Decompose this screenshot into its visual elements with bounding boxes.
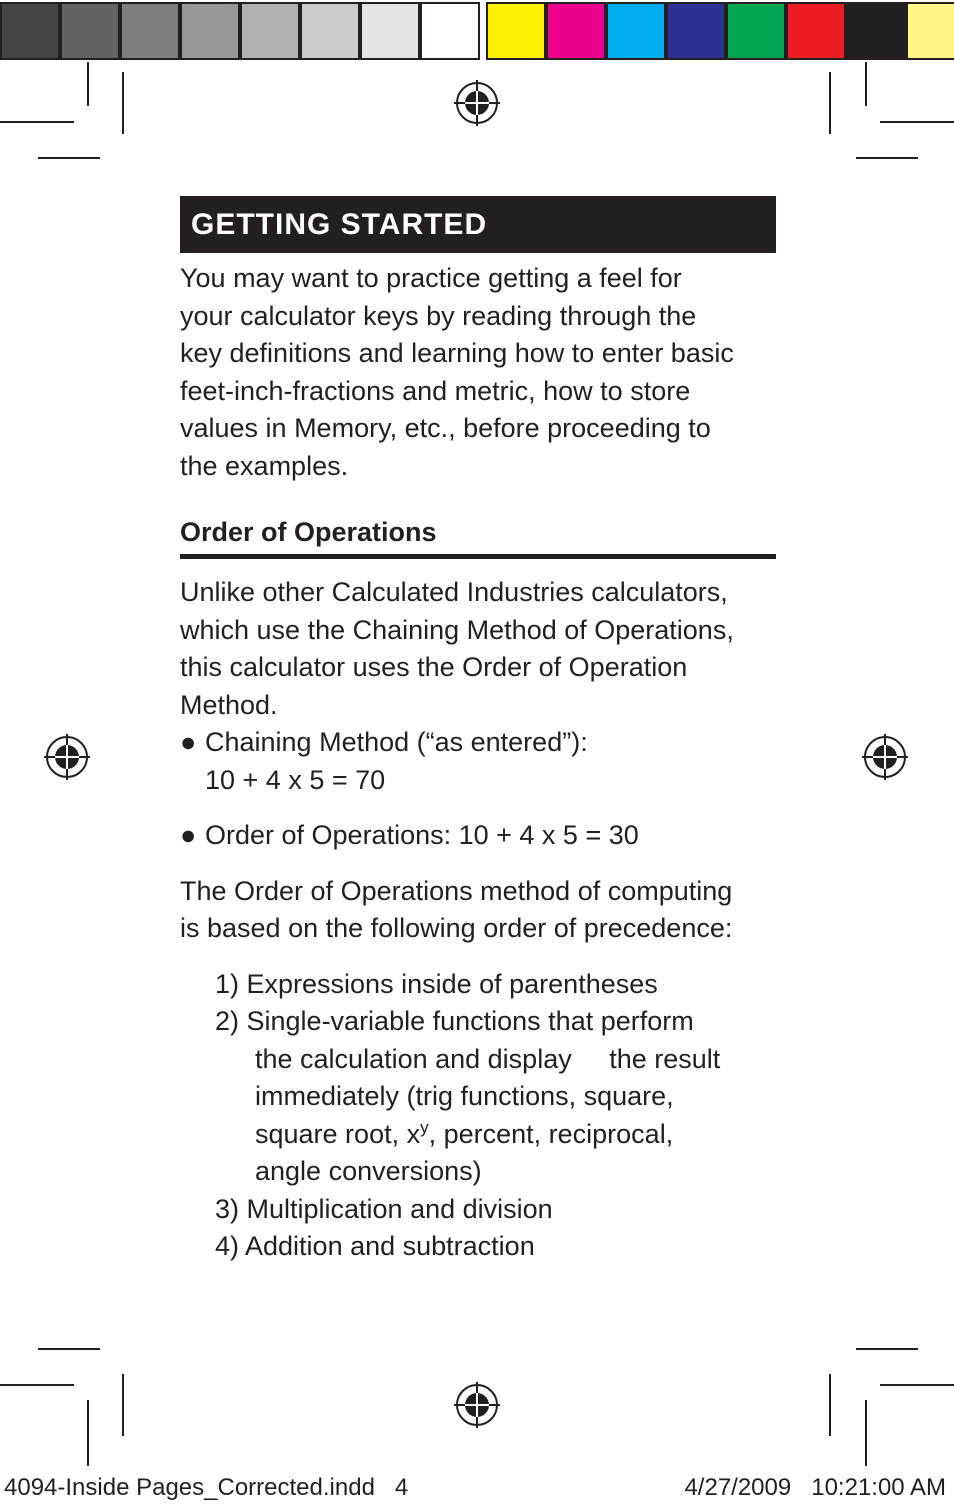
crop-mark	[122, 1374, 124, 1436]
bullet-item	[180, 724, 776, 799]
list-item-text	[215, 1116, 776, 1154]
crop-mark	[865, 1400, 867, 1466]
color-swatch	[606, 2, 666, 60]
color-swatch	[546, 2, 606, 60]
list-item-text: angle conversions)	[255, 1156, 482, 1186]
bullet-text: Chaining Method (“as entered”):	[205, 727, 588, 757]
list-item: 4) Addition and subtraction	[215, 1231, 535, 1261]
registration-mark-icon	[44, 734, 90, 780]
file-name: 4094-Inside Pages_Corrected.indd 4	[4, 1474, 409, 1501]
registration-mark-icon	[862, 734, 908, 780]
registration-mark-icon	[454, 1382, 500, 1428]
color-swatch	[666, 2, 726, 60]
crop-mark	[880, 1384, 954, 1386]
list-item: 3) Multiplication and division	[215, 1193, 553, 1224]
text-line: is based on the following order of precedence:	[180, 913, 733, 943]
crop-mark	[0, 1384, 74, 1386]
crop-mark	[0, 121, 74, 123]
crop-mark	[856, 1348, 918, 1350]
text-fragment: , percent, reciprocal,	[428, 1118, 674, 1149]
crop-mark	[829, 1374, 831, 1436]
intro-paragraph	[180, 260, 776, 485]
crop-mark	[880, 121, 954, 123]
crop-mark	[865, 62, 867, 106]
bullet-text: 10 + 4 x 5 = 70	[205, 764, 386, 795]
text-line: You may want to practice getting a feel for	[180, 263, 682, 293]
list-item	[215, 1003, 776, 1191]
color-swatch	[486, 2, 546, 60]
text-line: Unlike other Calculated Industries calculators,	[180, 577, 728, 607]
list-item-text: the calculation and display the result	[255, 1043, 721, 1074]
gray-swatch-bar	[0, 2, 480, 60]
bullet-icon: ●	[180, 820, 197, 850]
color-swatch	[786, 2, 846, 60]
crop-mark	[829, 72, 831, 134]
text-line: feet-inch-fractions and metric, how to store	[180, 375, 691, 406]
list-item-text: 2) Single-variable functions that perform	[215, 1006, 694, 1036]
text-line: your calculator keys by reading through the	[180, 300, 697, 331]
bullet-icon: ●	[180, 727, 197, 757]
color-swatch	[180, 2, 240, 60]
bullet-item	[180, 817, 776, 855]
crop-mark	[87, 62, 89, 106]
text-fragment: square root, x	[255, 1118, 421, 1149]
color-swatch	[726, 2, 786, 60]
text-line: this calculator uses the Order of Operation	[180, 652, 688, 682]
crop-mark	[122, 72, 124, 134]
crop-mark	[87, 1400, 89, 1466]
text-line: key definitions and learning how to enter basic	[180, 338, 734, 368]
text-line: the examples.	[180, 450, 349, 481]
list-item-text: immediately (trig functions, square,	[255, 1081, 674, 1111]
subsection-heading: Order of Operations	[180, 512, 776, 559]
precedence-intro	[180, 873, 776, 948]
precedence-list	[215, 966, 776, 1266]
registration-mark-icon	[454, 80, 500, 126]
superscript: y	[420, 1117, 429, 1137]
color-swatch	[360, 2, 420, 60]
color-swatch	[0, 2, 60, 60]
color-swatch	[906, 2, 954, 60]
order-of-operations-paragraph	[180, 574, 776, 724]
text-line: The Order of Operations method of computing	[180, 875, 733, 906]
text-line: which use the Chaining Method of Operations,	[180, 614, 734, 645]
timestamp: 4/27/2009 10:21:00 AM	[684, 1474, 946, 1501]
crop-mark	[38, 1348, 100, 1350]
crop-mark	[38, 157, 100, 159]
text-line: values in Memory, etc., before proceeding to	[180, 413, 711, 443]
crop-mark	[856, 157, 918, 159]
text-line: Method.	[180, 689, 278, 720]
color-swatch	[846, 2, 906, 60]
color-swatch	[300, 2, 360, 60]
page-content	[180, 196, 776, 1266]
list-item: 1) Expressions inside of parentheses	[215, 968, 658, 999]
section-title: GETTING STARTED	[180, 196, 776, 253]
color-swatch	[120, 2, 180, 60]
color-swatch	[60, 2, 120, 60]
color-swatch	[240, 2, 300, 60]
bullet-text: Order of Operations: 10 + 4 x 5 = 30	[205, 820, 639, 850]
color-swatch	[420, 2, 480, 60]
color-swatch-bar	[486, 2, 954, 60]
